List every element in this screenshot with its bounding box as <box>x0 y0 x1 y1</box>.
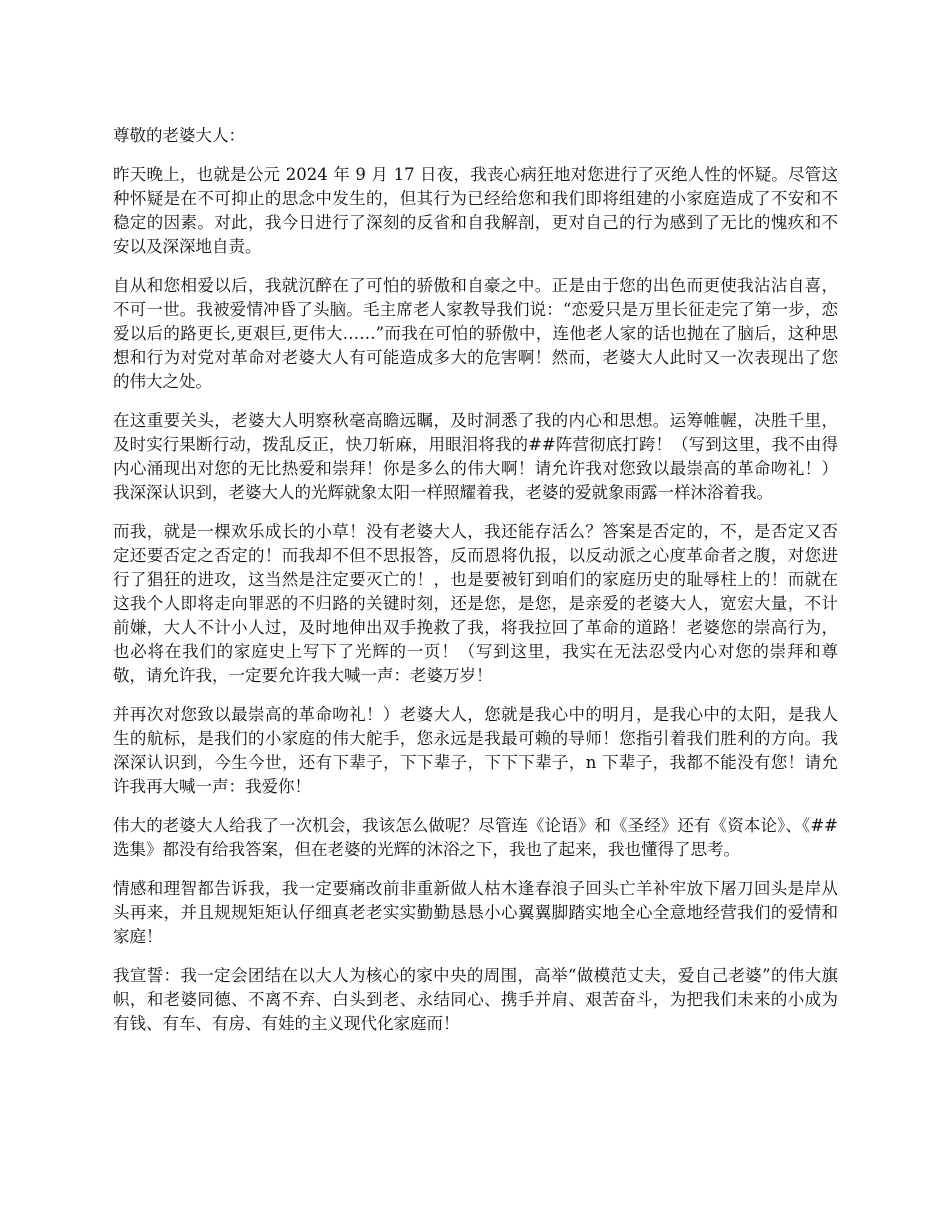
salutation: 尊敬的老婆大人： <box>113 126 245 145</box>
paragraph-3: 在这重要关头，老婆大人明察秋毫高瞻远瞩，及时洞悉了我的内心和思想。运筹帷幄，决胜千里，及时实行果断行动，拨乱反正，快刀斩麻，用眼泪将我的##阵营彻底打跨！（写到这里，我不由得内心涌现出对您的无比热爱和崇拜！你是多么的伟大啊！请允许我对您致以最崇高的革命吻礼！）我深深认识到，老婆大人的光辉就象太阳一样照耀着我，老婆的爱就象雨露一样沐浴着我。 <box>113 411 838 502</box>
paragraph-6: 伟大的老婆大人给我了一次机会，我该怎么做呢？尽管连《论语》和《圣经》还有《资本论》、《##选集》都没有给我答案，但在老婆的光辉的沐浴之下，我也了起来，我也懂得了思考。 <box>113 816 838 859</box>
paragraph-1: 昨天晚上，也就是公元 2024 年 9 月 17 日夜，我丧心病狂地对您进行了灭绝人性的怀疑。尽管这种怀疑是在不可抑止的思念中发生的，但其行为已经给您和我们即将组建的小家庭造成了不安和不稳定的因素。对此，我今日进行了深刻的反省和自我解剖，更对自己的行为感到了无比的愧疚和不安以及深深地自责。 <box>113 165 838 256</box>
paragraph-4: 而我，就是一棵欢乐成长的小草！没有老婆大人，我还能存活么？答案是否定的，不，是否定又否定还要否定之否定的！而我却不但不思报答，反而恩将仇报，以反动派之心度革命者之腹，对您进行了猖狂的进攻，这当然是注定要灭亡的！，也是要被钉到咱们的家庭历史的耻辱柱上的！而就在这我个人即将走向罪恶的不归路的关键时刻，还是您，是您，是亲爱的老婆大人，宽宏大量，不计前嫌，大人不计小人过，及时地伸出双手挽救了我，将我拉回了革命的道路！老婆您的崇高行为，也必将在我们的家庭史上写下了光辉的一页！（写到这里，我实在无法忍受内心对您的崇拜和尊敬，请允许我，一定要允许我大喊一声：老婆万岁！ <box>113 522 838 685</box>
paragraph-5: 并再次对您致以最崇高的革命吻礼！）老婆大人，您就是我心中的明月，是我心中的太阳，是我人生的航标，是我们的小家庭的伟大舵手，您永远是我最可赖的导师！您指引着我们胜利的方向。我深深认识到，今生今世，还有下辈子，下下辈子，下下下辈子，n 下辈子，我都不能没有您！请允许我再大喊一声：我爱你！ <box>113 705 838 796</box>
letter-document <box>113 124 838 1051</box>
paragraph-8: 我宣誓：我一定会团结在以大人为核心的家中央的周围，高举“做模范丈夫，爱自己老婆”的伟大旗帜，和老婆同德、不离不弃、白头到老、永结同心、携手并肩、艰苦奋斗，为把我们未来的小成为有钱、有车、有房、有娃的主义现代化家庭而！ <box>113 966 838 1033</box>
paragraph-7: 情感和理智都告诉我，我一定要痛改前非重新做人枯木逢春浪子回头亡羊补牢放下屠刀回头是岸从头再来，并且规规矩矩认仔细真老老实实勤勤恳恳小心翼翼脚踏实地全心全意地经营我们的爱情和家庭！ <box>113 879 838 946</box>
paragraph-2: 自从和您相爱以后，我就沉醉在了可怕的骄傲和自豪之中。正是由于您的出色而更使我沾沾自喜，不可一世。我被爱情冲昏了头脑。毛主席老人家教导我们说：“恋爱只是万里长征走完了第一步，恋爱以后的路更长,更艰巨,更伟大……”而我在可怕的骄傲中，连他老人家的话也抛在了脑后，这种思想和行为对党对革命对老婆大人有可能造成多大的危害啊！然而，老婆大人此时又一次表现出了您的伟大之处。 <box>113 276 838 391</box>
